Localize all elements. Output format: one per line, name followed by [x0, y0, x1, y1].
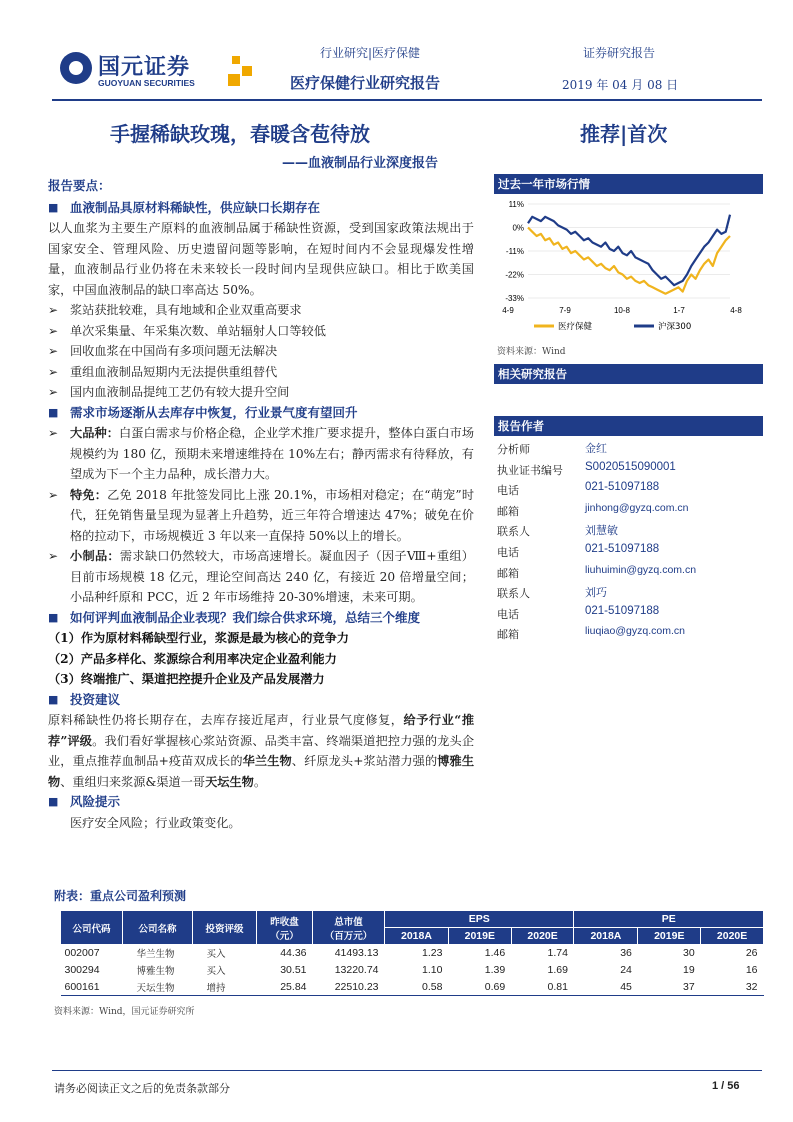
- col-year: 2018A: [385, 928, 449, 945]
- section-title: ■ 需求市场逐渐从去库存中恢复，行业景气度有望回升: [48, 403, 474, 424]
- table-cell: 1.39: [484, 964, 506, 976]
- bullet-square-icon: ■: [48, 795, 59, 808]
- table-cell: 0.58: [385, 979, 449, 996]
- table-cell: 1.23: [422, 947, 443, 960]
- section-title: ■ 血液制品具原材料稀缺性，供应缺口长期存在: [48, 198, 474, 219]
- item: ➢ 大品种：白蛋白需求与价格企稳，企业学术推广要求提升，整体白蛋白市场规模约为 180 亿，预期未来增速维持在 10%左右；静丙需求有待释放，有望成为下一个主力品种，成长潜力大。: [48, 423, 474, 485]
- table-cell: 1.46: [484, 947, 506, 960]
- item-list: [48, 423, 474, 608]
- dimension-item: （1）作为原材料稀缺型行业，浆源是最为核心的竞争力: [48, 631, 349, 645]
- col-close: 昨收盘 （元）: [257, 911, 313, 945]
- author-label: 联系人: [497, 525, 530, 539]
- table-row: [61, 945, 764, 962]
- dimension-list: [48, 628, 474, 690]
- x-tick-label: 1-7: [673, 306, 685, 315]
- bullet-square-icon: ■: [48, 405, 59, 419]
- arrow-bullet-icon: ➢: [48, 385, 59, 399]
- header-report-type: 证券研究报告: [583, 46, 656, 60]
- arrow-bullet-icon: ➢: [48, 323, 59, 338]
- table-cell: 002007: [64, 947, 100, 960]
- section-title: ■ 风险提示: [48, 792, 474, 813]
- table-title: 附表：重点公司盈利预测: [54, 889, 187, 903]
- table-cell: 天坛生物: [123, 979, 193, 996]
- market-chart: [494, 196, 763, 336]
- logo-square-icon: [232, 56, 240, 64]
- arrow-bullet-icon: ➢: [48, 487, 59, 502]
- table-cell: 30.51: [280, 964, 307, 976]
- x-tick-label: 4-9: [502, 306, 514, 315]
- col-pe: PE: [574, 911, 764, 928]
- x-tick-label: 4-8: [730, 306, 742, 315]
- author-email[interactable]: liuhuimin@gyzq.com.cn: [585, 563, 697, 576]
- point-item: ➢ 国内血液制品提纯工艺仍有较大提升空间: [48, 382, 474, 403]
- table-cell: 增持: [193, 979, 257, 996]
- arrow-bullet-icon: ➢: [48, 344, 59, 358]
- table-cell: 0.69: [448, 979, 511, 996]
- chart-source: 资料来源：Wind: [497, 347, 566, 357]
- dimension-item: （2）产品多样化、浆源综合利用率决定企业盈利能力: [48, 651, 337, 666]
- arrow-bullet-icon: ➢: [48, 549, 59, 563]
- investment-paragraph: 原料稀缺性仍将长期存在，去库存接近尾声，行业景气度修复，给予行业“推荐”评级。我们看好掌握核心浆站资源、品类丰富、终端渠道把控力强的龙头企业，重点推荐血制品+疫苗双成长的华兰生物、纤原龙头+浆站潜力强的博雅生物、重组归来浆源&渠道一哥天坛生物。: [48, 713, 475, 789]
- arrow-bullet-icon: ➢: [48, 303, 59, 317]
- table-cell: 16: [745, 964, 758, 976]
- y-tick-label: 0%: [512, 223, 524, 233]
- point-list: [48, 300, 474, 403]
- col-rating: 投资评级: [193, 911, 257, 945]
- section-title: ■ 投资建议: [48, 690, 474, 711]
- author-label: 分析师: [497, 443, 530, 456]
- table-cell: 22510.23: [313, 979, 385, 996]
- table-cell: 32: [701, 979, 764, 996]
- author-label: 执业证书编号: [497, 463, 563, 477]
- point-item: ➢ 回收血浆在中国尚有多项问题无法解决: [48, 341, 474, 362]
- table-cell: 45: [574, 979, 638, 996]
- bullet-square-icon: ■: [48, 692, 59, 706]
- col-year: 2019E: [448, 928, 511, 945]
- related-reports-title: 相关研究报告: [494, 364, 763, 384]
- header-category: 行业研究|医疗保健: [320, 46, 421, 60]
- col-eps: EPS: [385, 911, 574, 928]
- author-email[interactable]: liuqiao@gyzq.com.cn: [585, 625, 685, 638]
- col-year: 2019E: [638, 928, 701, 945]
- summary-label: 报告要点：: [48, 178, 111, 193]
- item: ➢ 小制品：需求缺口仍然较大，市场高速增长。凝血因子（因子Ⅷ+重组）目前市场规模 18 亿元，理论空间高达 240 亿，有接近 20 倍增量空间；小品种纤原和 PCC，近 2 年市场维持 20-30%增速，未来可期。: [48, 546, 474, 608]
- table-row: [61, 962, 764, 979]
- section-paragraph: 以人血浆为主要生产原料的血液制品属于稀缺性资源，受到国家政策法规出于国家安全、管理风险、历史遗留问题等影响，在短时间内不会显现爆发性增量，血液制品行业仍将在未来较长一段时间内呈现供应缺口。相比于欧美国家，中国血液制品的缺口率高达 50%。: [48, 221, 474, 297]
- arrow-bullet-icon: ➢: [48, 364, 59, 379]
- header-date: 2019 年 04 月 08 日: [562, 78, 679, 92]
- col-mcap: 总市值 （百万元）: [313, 911, 385, 945]
- author-value: 021-51097188: [585, 481, 660, 494]
- table-cell: 13220.74: [334, 964, 379, 976]
- table-cell: 44.36: [280, 947, 307, 960]
- table-cell: 600161: [61, 979, 123, 996]
- x-tick-label: 10-8: [613, 306, 631, 315]
- header-divider: [52, 99, 762, 101]
- author-label: 电话: [497, 546, 519, 559]
- author-email[interactable]: jinhong@gyzq.com.cn: [585, 501, 689, 514]
- chart-title: 过去一年市场行情: [494, 174, 763, 194]
- author-value: 刘巧: [585, 586, 607, 600]
- table-cell: 36: [620, 947, 632, 960]
- table-cell: 博雅生物: [136, 966, 175, 977]
- table-cell: 37: [638, 979, 701, 996]
- table-cell: 买入: [206, 966, 226, 977]
- section-title: ■ 如何评判血液制品企业表现？我们综合供求环境，总结三个维度: [48, 608, 474, 629]
- author-label: 电话: [497, 484, 519, 498]
- page-number: 1 / 56: [712, 1080, 740, 1092]
- author-label: 邮箱: [497, 504, 519, 518]
- logo-cn: 国元证券: [98, 55, 191, 80]
- author-value: 金红: [585, 442, 607, 455]
- author-value: 021-51097188: [585, 604, 660, 617]
- rating: 推荐|首次: [580, 122, 668, 146]
- dimension-item: （3）终端推广、渠道把控提升企业及产品发展潜力: [48, 672, 325, 686]
- table-cell: 26: [745, 947, 758, 960]
- bullet-square-icon: ■: [48, 200, 59, 214]
- table-cell: 1.74: [547, 947, 568, 960]
- table-cell: 0.81: [511, 979, 574, 996]
- logo-mark-icon: [60, 52, 92, 84]
- table-cell: 1.10: [422, 964, 443, 976]
- legend-label: 沪深300: [658, 322, 692, 332]
- summary-column: [48, 176, 474, 833]
- col-year: 2020E: [511, 928, 574, 945]
- logo-square-icon: [242, 66, 252, 76]
- header-report-title: 医疗保健行业研究报告: [290, 74, 441, 92]
- author-title: 报告作者: [494, 416, 763, 436]
- table-cell: 19: [682, 964, 695, 976]
- author-label: 邮箱: [497, 566, 519, 580]
- y-tick-label: 11%: [508, 200, 524, 209]
- point-item: ➢ 浆站获批较难，具有地域和企业双重高要求: [48, 300, 474, 321]
- author-label: 电话: [497, 607, 519, 621]
- y-tick-label: -33%: [505, 294, 524, 303]
- point-item: ➢ 重组血液制品短期内无法提供重组替代: [48, 362, 474, 383]
- footer-disclaimer: 请务必阅读正文之后的免责条款部分: [54, 1082, 230, 1095]
- y-tick-label: -11%: [505, 247, 524, 256]
- table-source: 资料来源：Wind，国元证券研究所: [54, 1007, 195, 1017]
- series-line: [528, 228, 730, 294]
- legend-label: 医疗保健: [558, 322, 593, 332]
- risk-text: 医疗安全风险；行业政策变化。: [70, 815, 241, 830]
- table-cell: 买入: [206, 949, 226, 961]
- report-title: 手握稀缺玫瑰，春暖含苞待放: [110, 122, 370, 146]
- item: ➢ 特免：乙免 2018 年批签发同比上涨 20.1%，市场相对稳定；在“萌宠”时代，狂免销售量呈现为显著上升趋势，近三年符合增速达 47%；破免在价格的拉动下，市场规模近 3 年以来一直保持 50%以上的增长。: [48, 485, 474, 547]
- bullet-square-icon: ■: [48, 610, 59, 624]
- logo-square-icon: [228, 74, 240, 86]
- table-cell: 300294: [64, 964, 100, 976]
- col-year: 2018A: [574, 928, 638, 945]
- table-cell: 24: [620, 964, 632, 976]
- author-label: 联系人: [497, 587, 530, 601]
- author-value: 021-51097188: [585, 543, 660, 555]
- author-value: 刘慧敏: [585, 524, 618, 538]
- x-tick-label: 7-9: [559, 306, 571, 315]
- arrow-bullet-icon: ➢: [48, 426, 59, 440]
- col-year: 2020E: [701, 928, 764, 945]
- table-cell: 41493.13: [334, 947, 379, 960]
- point-item: ➢ 单次采集量、年采集次数、单站辐射人口等较低: [48, 321, 474, 342]
- table-cell: 华兰生物: [136, 949, 175, 961]
- logo-en: GUOYUAN SECURITIES: [98, 78, 195, 88]
- table-cell: 30: [682, 947, 695, 960]
- table-cell: 1.69: [547, 964, 568, 976]
- author-label: 邮箱: [497, 628, 519, 642]
- profit-forecast-table: [60, 910, 764, 996]
- col-code: 公司代码: [61, 911, 123, 945]
- table-cell: 25.84: [257, 979, 313, 996]
- col-name: 公司名称: [123, 911, 193, 945]
- footer-divider: [52, 1070, 762, 1071]
- y-tick-label: -22%: [505, 270, 524, 280]
- author-value: S0020515090001: [585, 460, 676, 473]
- table-row: [61, 979, 764, 996]
- report-subtitle: ——血液制品行业深度报告: [282, 156, 439, 171]
